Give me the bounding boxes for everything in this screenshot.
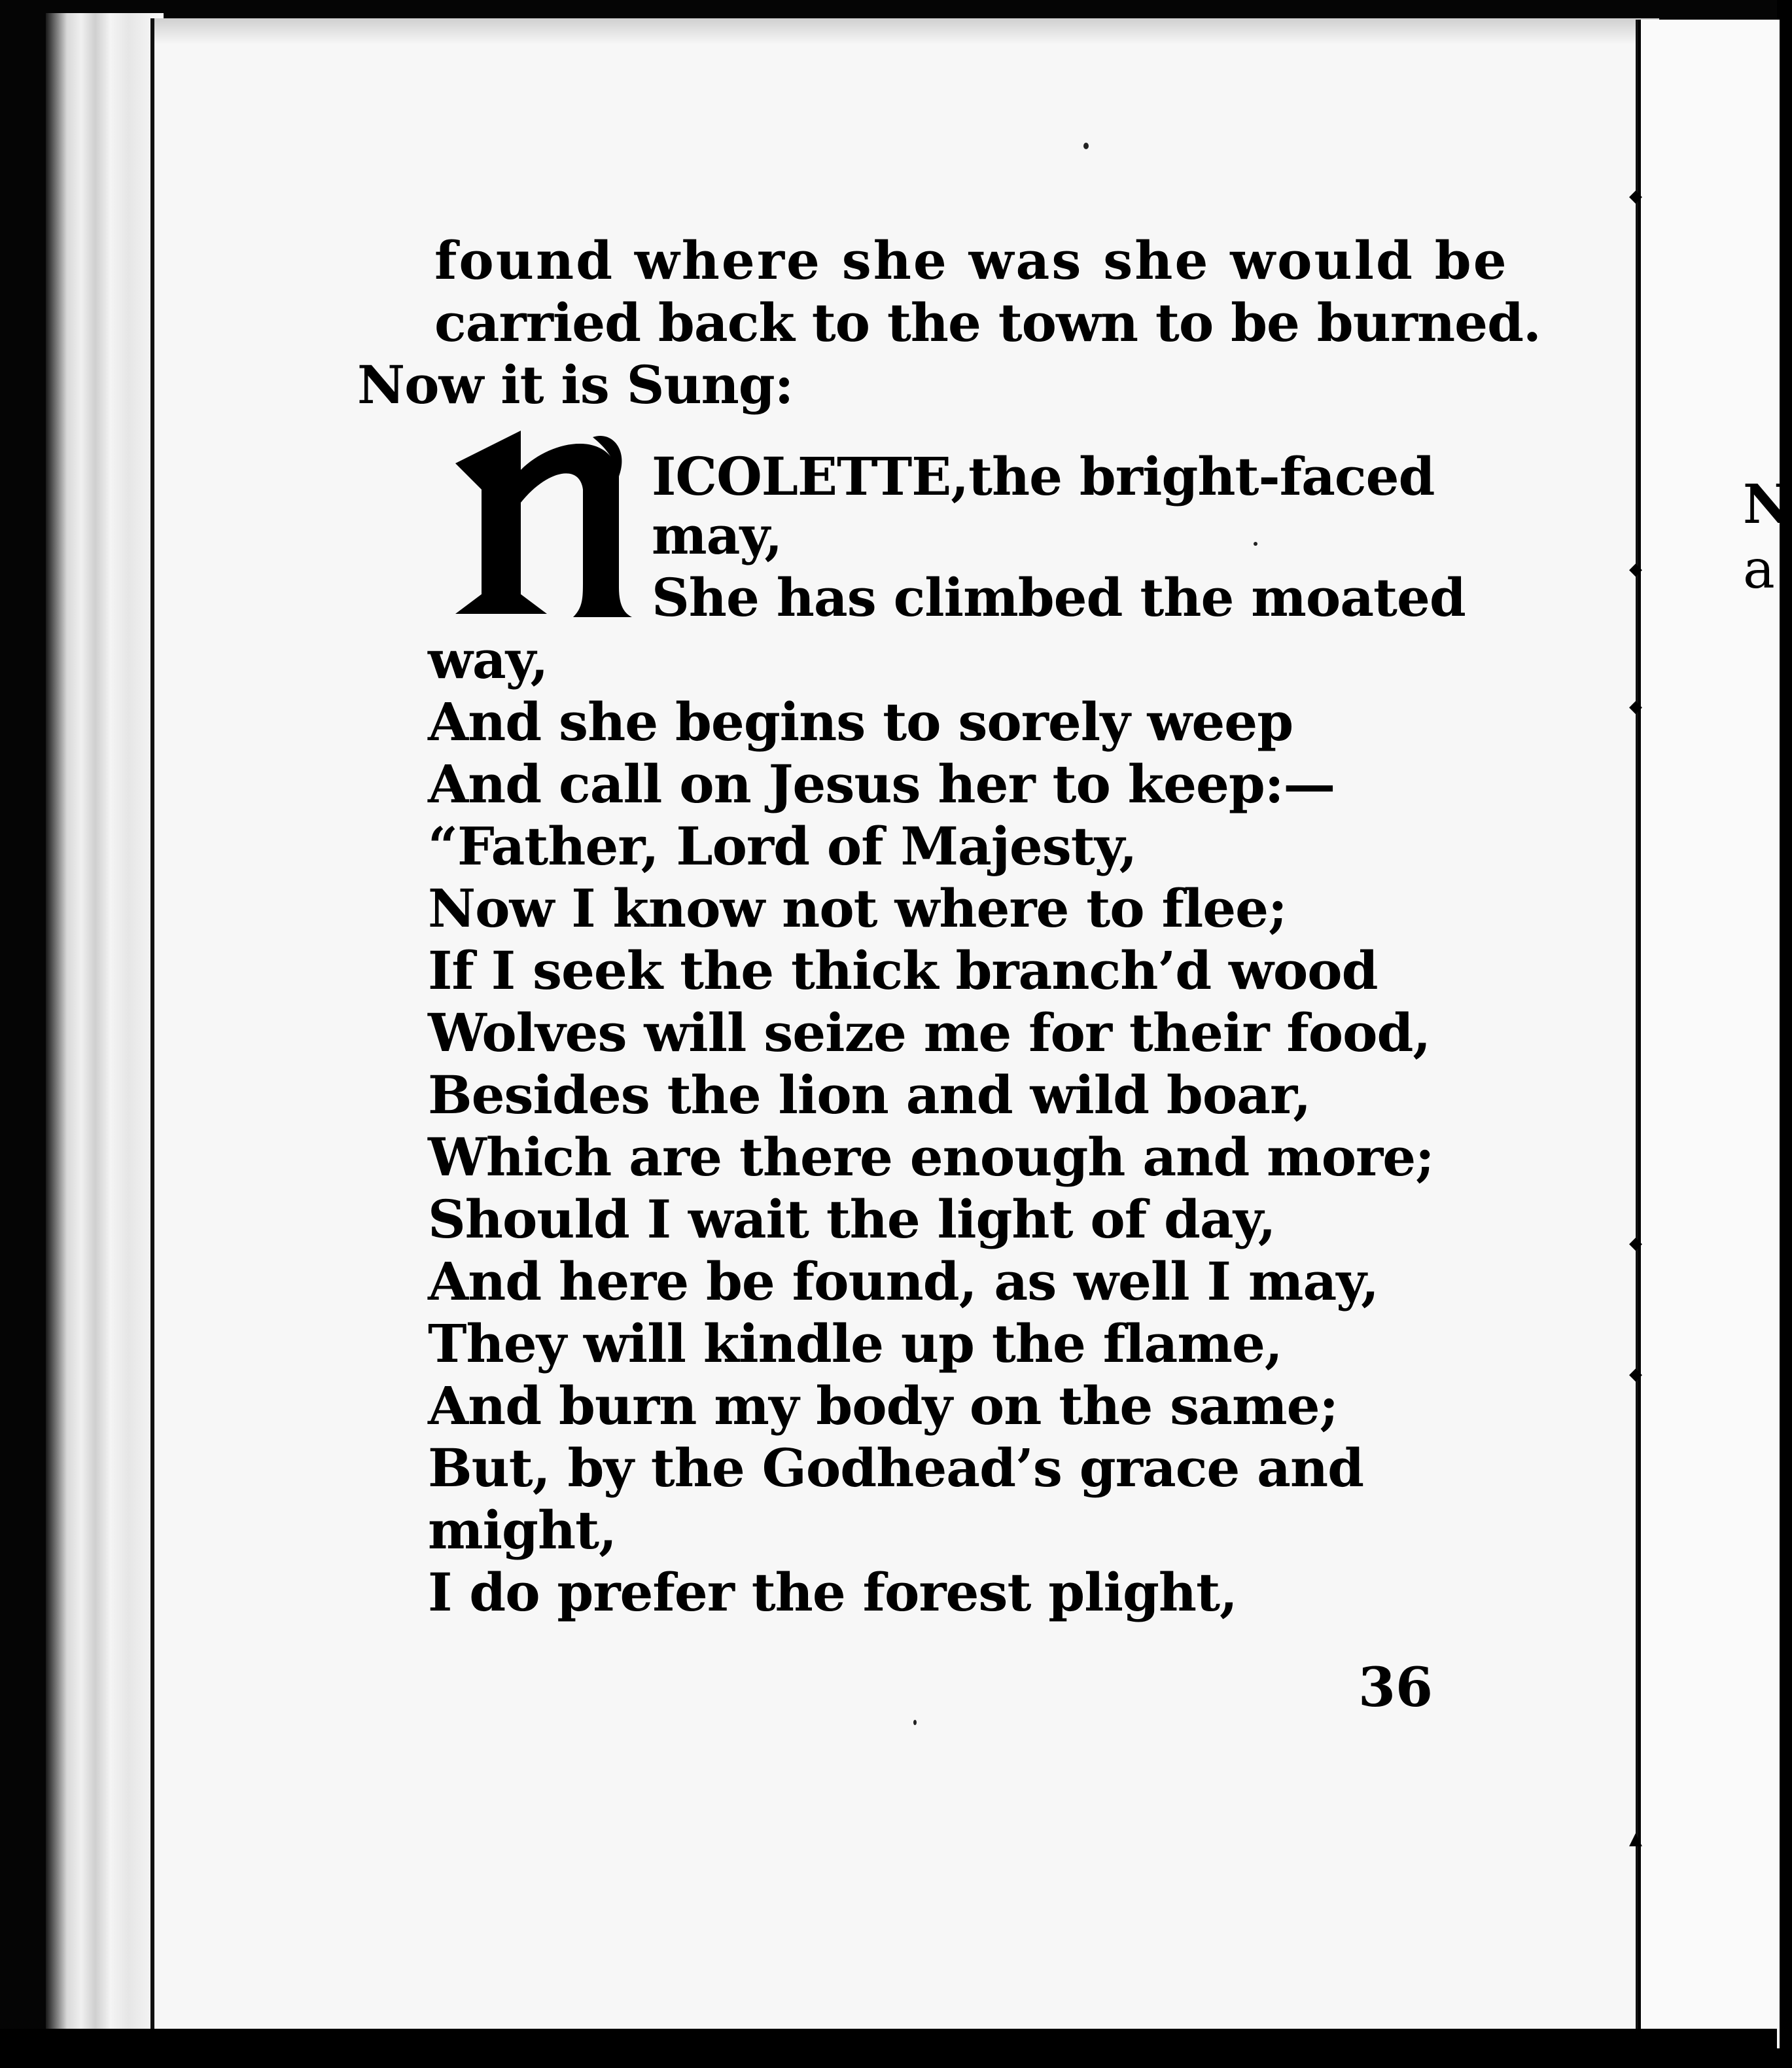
verse-line: And burn my body on the same; bbox=[428, 1375, 1339, 1436]
verse-line: “Father, Lord of Majesty, bbox=[428, 815, 1137, 877]
book-page bbox=[150, 18, 1659, 2034]
verse-line: And here be found, as well I may, bbox=[428, 1251, 1379, 1312]
scan-bottom-border bbox=[0, 2029, 1777, 2068]
dust-speck bbox=[1083, 143, 1089, 149]
facing-page bbox=[1629, 20, 1792, 2048]
verse-line: And call on Jesus her to keep:— bbox=[428, 753, 1335, 815]
binding-stitch: ◆ bbox=[1629, 1234, 1642, 1253]
verse-line: But, by the Godhead’s grace and bbox=[428, 1437, 1364, 1499]
dust-speck bbox=[1254, 542, 1257, 546]
section-heading: Now it is Sung: bbox=[357, 354, 794, 416]
page-text bbox=[154, 18, 1659, 2034]
verse-line: And she begins to sorely weep bbox=[428, 691, 1293, 753]
binding-stitch: ◆ bbox=[1629, 560, 1642, 579]
verse-line: Besides the lion and wild boar, bbox=[428, 1064, 1311, 1126]
verse-line: If I seek the thick branch’d wood bbox=[428, 940, 1378, 1001]
verse-line: She has climbed the moated bbox=[652, 567, 1466, 628]
page-stack-edge bbox=[46, 13, 164, 2029]
verse-line: might, bbox=[428, 1499, 616, 1561]
facing-page-letter: a bbox=[1743, 539, 1775, 601]
verse-line: Wolves will seize me for their food, bbox=[428, 1002, 1431, 1063]
drop-cap-glyph bbox=[442, 418, 632, 633]
prose-line: found where she was she would be bbox=[434, 230, 1509, 291]
facing-page-letter: N bbox=[1743, 473, 1792, 536]
dust-speck bbox=[913, 1720, 917, 1725]
verse-line: I do prefer the forest plight, bbox=[428, 1561, 1237, 1623]
drop-cap-n bbox=[442, 418, 632, 633]
verse-line: ICOLETTE,the bright-faced bbox=[652, 446, 1435, 507]
verse-line: Now I know not where to flee; bbox=[428, 878, 1287, 939]
binding-stitch: ◆ bbox=[1629, 697, 1642, 717]
binding-stitch: ◆ bbox=[1629, 187, 1642, 206]
page-number: 36 bbox=[1358, 1656, 1433, 1719]
binding-stitch: ◆ bbox=[1629, 1364, 1642, 1384]
binding-stitch: ▲ bbox=[1629, 1829, 1642, 1849]
verse-line: Which are there enough and more; bbox=[428, 1126, 1434, 1188]
verse-line: They will kindle up the flame, bbox=[428, 1313, 1282, 1374]
verse-line: way, bbox=[428, 629, 548, 690]
verse-line: may, bbox=[652, 505, 782, 566]
prose-line: carried back to the town to be burned. bbox=[434, 292, 1541, 353]
gutter-line bbox=[1638, 20, 1641, 2048]
verse-line: Should I wait the light of day, bbox=[428, 1188, 1276, 1250]
